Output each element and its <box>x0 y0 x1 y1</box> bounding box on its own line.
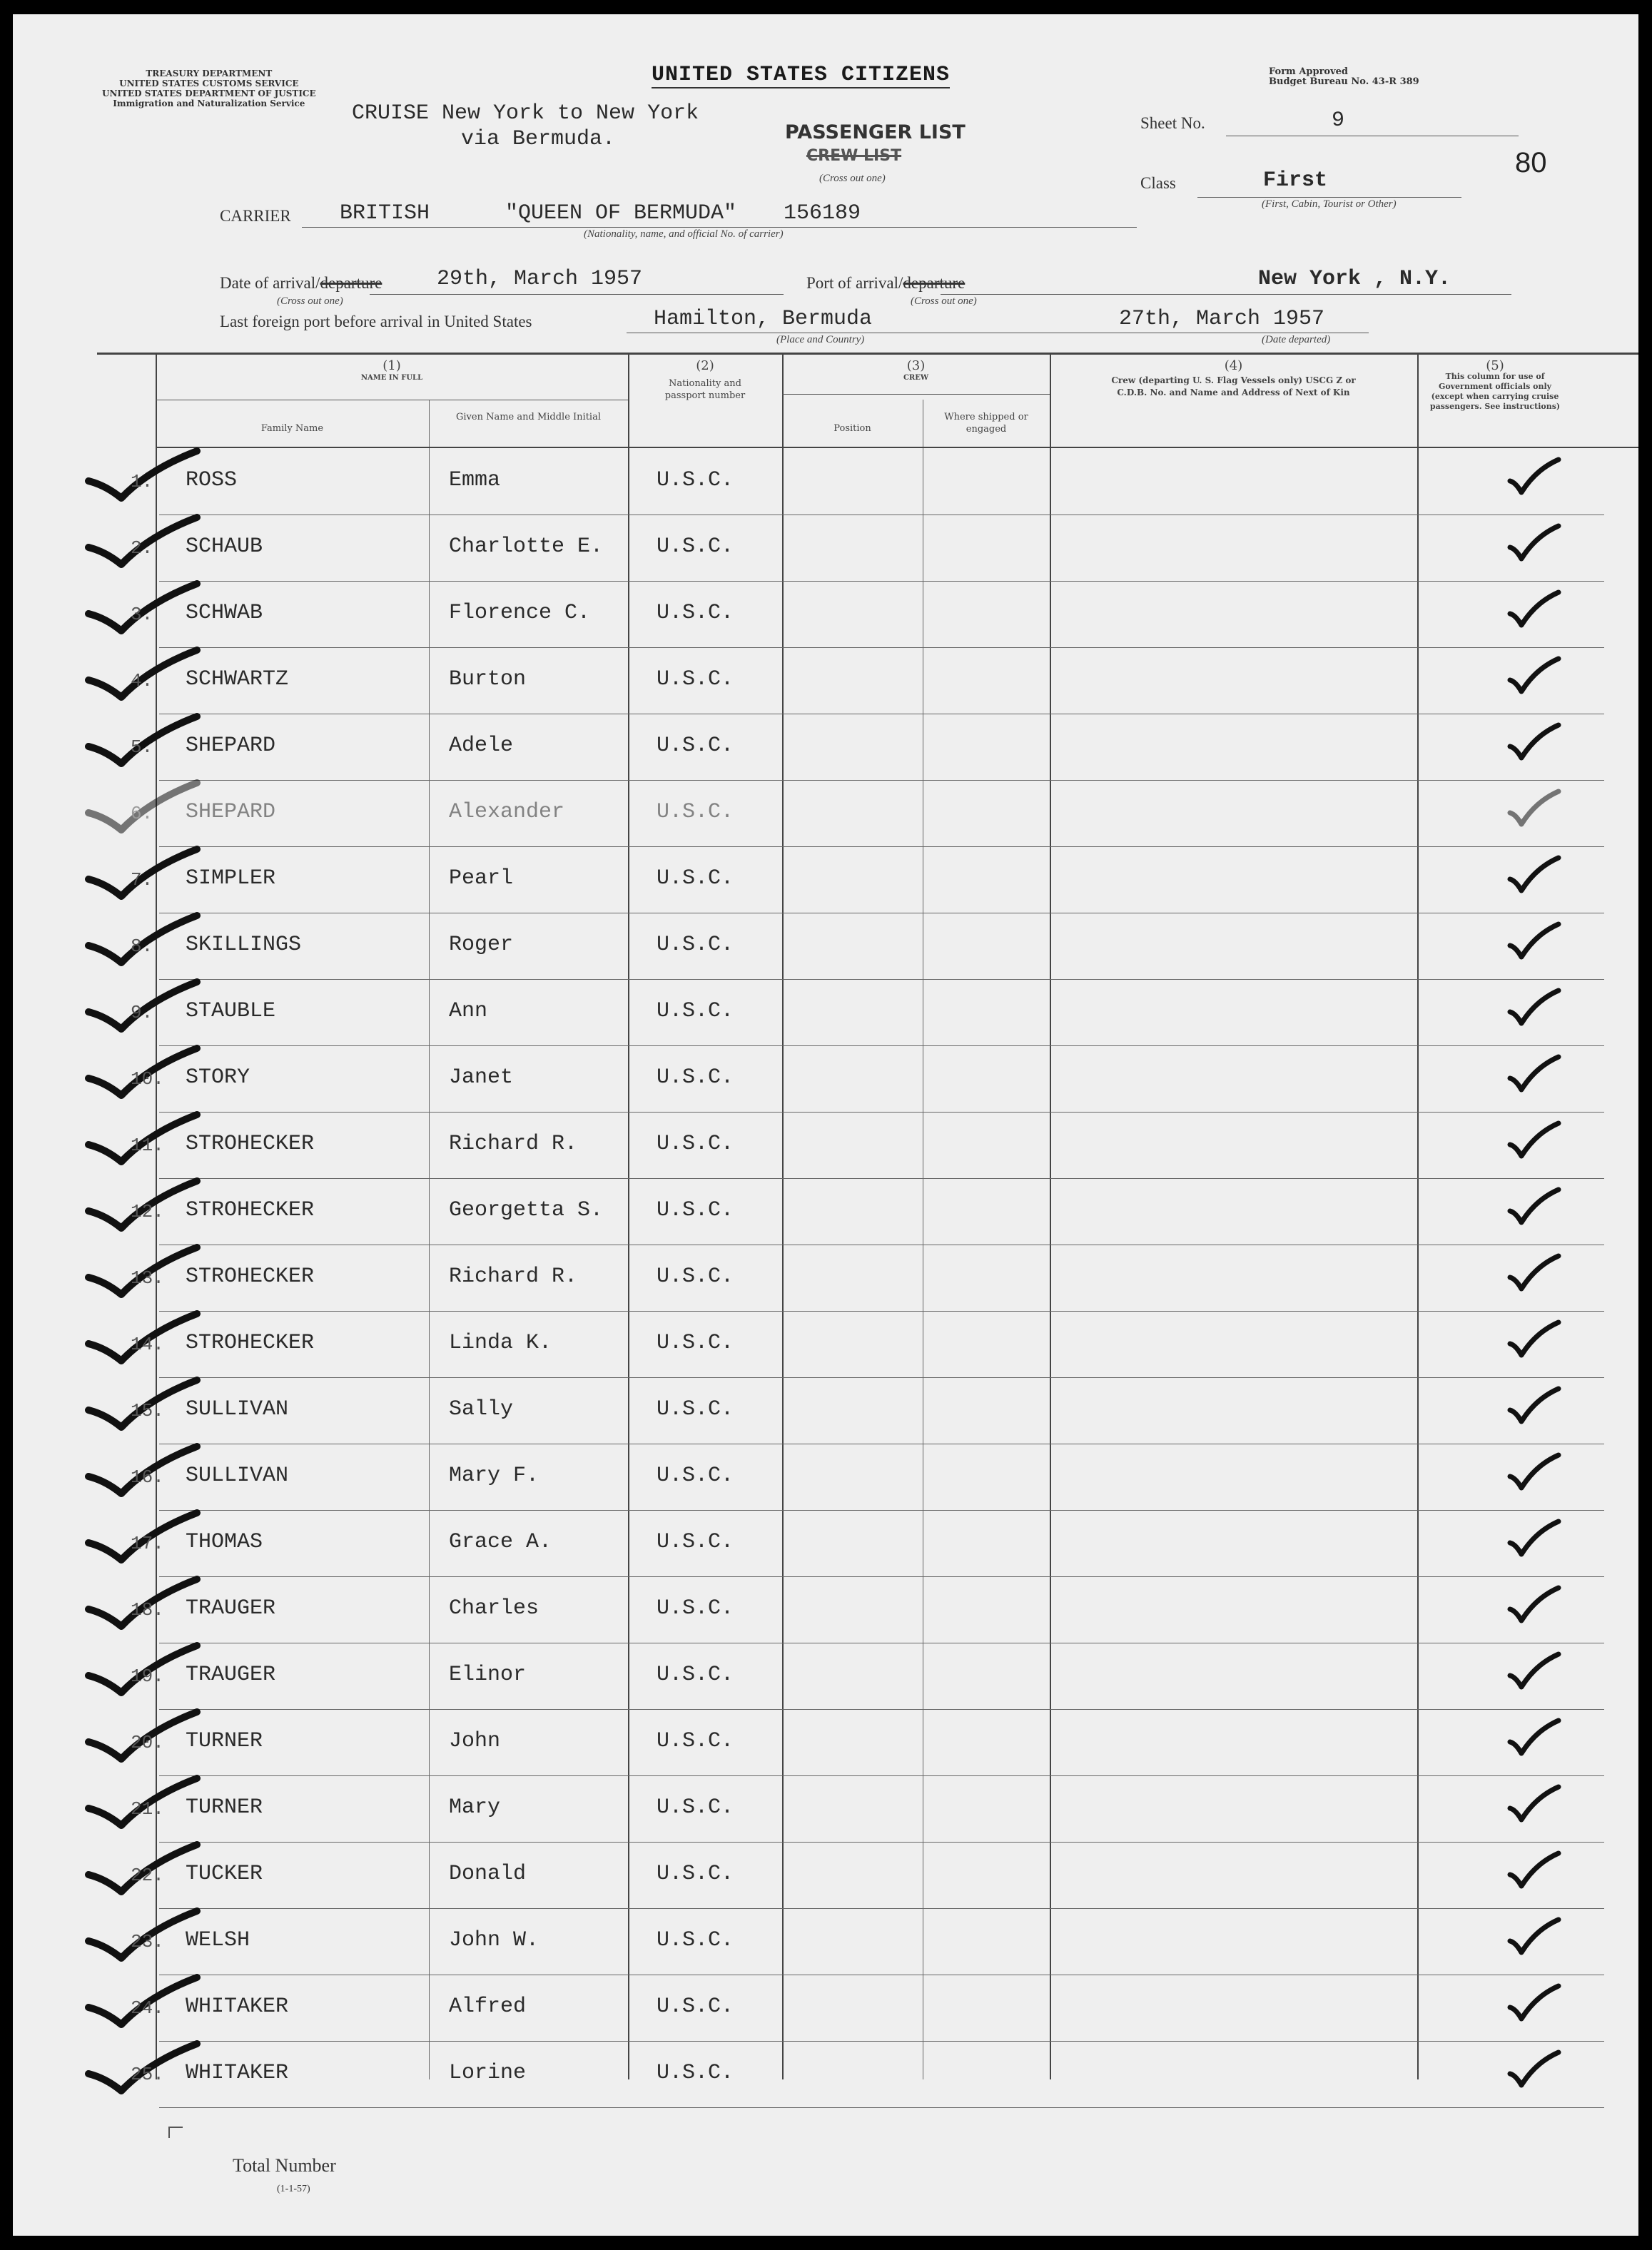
family-name: SHEPARD <box>186 734 276 758</box>
check-mark-icon <box>1506 1187 1563 1230</box>
cruise-route: CRUISE New York to New York <box>352 101 699 126</box>
table-row <box>13 1047 1638 1113</box>
row-number: 9. <box>131 1002 153 1023</box>
check-mark-icon <box>1506 921 1563 964</box>
date-departed: 27th, March 1957 <box>1119 307 1325 331</box>
table-top-line <box>97 353 1638 355</box>
table-row <box>13 2042 1638 2108</box>
family-name: WHITAKER <box>186 2061 289 2085</box>
row-number: 10. <box>131 1068 164 1090</box>
class-value: First <box>1263 168 1328 193</box>
row-rule <box>159 2107 1604 2108</box>
port-underline <box>941 294 1511 295</box>
col4-title: Crew (departing U. S. Flag Vessels only) USCG Z or C.D.B. No. and Name and Address of Next of Kin <box>1111 375 1356 397</box>
check-mark-icon <box>1506 589 1563 632</box>
nationality: U.S.C. <box>657 2061 734 2085</box>
table-row <box>13 1312 1638 1378</box>
nationality: U.S.C. <box>657 468 734 492</box>
port-label <box>806 274 965 293</box>
check-mark-icon <box>1506 523 1563 566</box>
arrival-struck: departure <box>320 274 382 292</box>
check-mark-icon <box>1506 1850 1563 1893</box>
row-rule <box>159 1576 1604 1577</box>
row-rule <box>159 581 1604 582</box>
carrier-name: "QUEEN OF BERMUDA" <box>505 201 737 225</box>
nationality: U.S.C. <box>657 800 734 824</box>
given-name: Sally <box>449 1397 514 1422</box>
check-mark-icon <box>1506 1386 1563 1429</box>
family-name: STORY <box>186 1065 250 1090</box>
cruise-route-line2: via Bermuda. <box>461 127 616 151</box>
given-name: Florence C. <box>449 601 591 625</box>
port-label-text: Port of arrival/ <box>806 274 903 292</box>
given-name: Mary F. <box>449 1464 539 1488</box>
row-number: 21. <box>131 1798 164 1820</box>
header-subline <box>782 394 1050 395</box>
list-type: PASSENGER LIST <box>785 121 966 143</box>
carrier-number: 156189 <box>784 201 861 225</box>
sheet-label: Sheet No. <box>1140 114 1205 132</box>
table-row <box>13 1711 1638 1776</box>
table-row <box>13 848 1638 913</box>
date-departed-hint: (Date departed) <box>1262 334 1331 345</box>
row-number: 19. <box>131 1666 164 1687</box>
nationality: U.S.C. <box>657 1198 734 1222</box>
table-row <box>13 1180 1638 1245</box>
col4-header <box>1050 360 1417 399</box>
row-number: 20. <box>131 1732 164 1753</box>
form-code: (1-1-57) <box>277 2184 310 2194</box>
form-approved <box>1269 67 1419 87</box>
family-name: THOMAS <box>186 1530 263 1554</box>
col3-shipped-text: Where shipped or engaged <box>944 412 1028 435</box>
nationality: U.S.C. <box>657 667 734 691</box>
table-row <box>13 1113 1638 1179</box>
col3-header <box>782 360 1050 384</box>
given-name: Donald <box>449 1862 527 1886</box>
table-row <box>13 914 1638 980</box>
family-name: SHEPARD <box>186 800 276 824</box>
family-name: TURNER <box>186 1729 263 1753</box>
carrier-nationality: BRITISH <box>340 201 430 225</box>
family-name: TURNER <box>186 1795 263 1820</box>
col5-title: This column for use of Government officials only (except when carrying cruise passengers. See instructions) <box>1429 372 1561 411</box>
carrier-label: CARRIER <box>220 207 291 225</box>
port-struck: departure <box>903 274 966 292</box>
col4-number: (4) <box>1224 358 1243 373</box>
last-port-value: Hamilton, Bermuda <box>654 307 873 331</box>
check-mark-icon <box>1506 855 1563 898</box>
cross-out-hint: (Cross out one) <box>819 173 886 184</box>
row-number: 3. <box>131 604 153 625</box>
col5-number: (5) <box>1486 360 1504 373</box>
row-rule <box>159 979 1604 980</box>
table-row <box>13 1578 1638 1643</box>
document-sheet <box>13 14 1638 2236</box>
given-name: Elinor <box>449 1663 527 1687</box>
row-rule <box>159 2041 1604 2042</box>
row-number: 25. <box>131 2064 164 2085</box>
given-name: John W. <box>449 1928 539 1952</box>
check-mark-icon <box>1506 1784 1563 1827</box>
table-row <box>13 715 1638 781</box>
row-rule <box>159 1510 1604 1511</box>
nationality: U.S.C. <box>657 601 734 625</box>
col3-title: CREW <box>903 374 929 382</box>
row-number: 11. <box>131 1135 164 1156</box>
given-name: Richard R. <box>449 1132 578 1156</box>
carrier-hint: (Nationality, name, and official No. of carrier) <box>584 228 784 240</box>
row-rule <box>159 1842 1604 1843</box>
arrival-underline <box>370 294 784 295</box>
given-name: Georgetta S. <box>449 1198 604 1222</box>
family-name: SIMPLER <box>186 866 276 891</box>
check-mark-icon <box>1506 1519 1563 1561</box>
family-name: SULLIVAN <box>186 1397 289 1422</box>
check-mark-icon <box>1506 1718 1563 1760</box>
family-name: ROSS <box>186 468 238 492</box>
nationality: U.S.C. <box>657 933 734 957</box>
place-hint: (Place and Country) <box>776 334 865 345</box>
nationality: U.S.C. <box>657 734 734 758</box>
table-row <box>13 1445 1638 1511</box>
row-rule <box>159 1311 1604 1312</box>
given-name: John <box>449 1729 501 1753</box>
check-mark-icon <box>1506 656 1563 699</box>
col3-number: (3) <box>906 358 926 373</box>
family-name: STROHECKER <box>186 1132 315 1156</box>
row-number: 24. <box>131 1997 164 2019</box>
family-name: STAUBLE <box>186 999 276 1023</box>
family-name: SKILLINGS <box>186 933 302 957</box>
arrival-label-text: Date of arrival/ <box>220 274 320 292</box>
family-name: STROHECKER <box>186 1331 315 1355</box>
given-name: Grace A. <box>449 1530 552 1554</box>
row-rule <box>159 780 1604 781</box>
row-number: 6. <box>131 803 153 824</box>
row-number: 1. <box>131 471 153 492</box>
row-number: 8. <box>131 936 153 957</box>
nationality: U.S.C. <box>657 1397 734 1422</box>
total-number-label: Total Number <box>233 2155 336 2176</box>
given-name: Adele <box>449 734 514 758</box>
row-number: 5. <box>131 736 153 758</box>
check-mark-icon <box>1506 988 1563 1030</box>
nationality: U.S.C. <box>657 1265 734 1289</box>
check-mark-icon <box>1506 1054 1563 1097</box>
family-name: STROHECKER <box>186 1265 315 1289</box>
given-name: Alexander <box>449 800 565 824</box>
check-mark-icon <box>1506 1253 1563 1296</box>
col1-given-header <box>429 411 628 423</box>
check-mark-icon <box>1506 1651 1563 1694</box>
sheet-number: 9 <box>1332 108 1345 133</box>
given-name: Charlotte E. <box>449 534 604 559</box>
table-row <box>13 1777 1638 1843</box>
budget-bureau-text: Budget Bureau No. 43-R 389 <box>1269 76 1419 87</box>
family-name: TRAUGER <box>186 1596 276 1621</box>
row-rule <box>159 1775 1604 1776</box>
family-name: SULLIVAN <box>186 1464 289 1488</box>
nationality: U.S.C. <box>657 1862 734 1886</box>
family-name: WHITAKER <box>186 1995 289 2019</box>
given-name: Lorine <box>449 2061 527 2085</box>
row-number: 14. <box>131 1334 164 1355</box>
port-cross-hint: (Cross out one) <box>911 295 977 307</box>
table-row <box>13 1511 1638 1577</box>
given-name: Roger <box>449 933 514 957</box>
dept-line: UNITED STATES DEPARTMENT OF JUSTICE <box>102 88 316 98</box>
row-rule <box>159 1377 1604 1378</box>
table-row <box>13 1910 1638 1975</box>
check-mark-icon <box>1506 1319 1563 1362</box>
table-row <box>13 781 1638 847</box>
check-mark-icon <box>1506 457 1563 500</box>
arrival-date: 29th, March 1957 <box>437 267 643 291</box>
table-row <box>13 582 1638 648</box>
row-rule <box>159 846 1604 847</box>
col2-title: Nationality and passport number <box>664 378 746 401</box>
row-number: 4. <box>131 670 153 691</box>
col5-header <box>1417 360 1573 412</box>
col1-family-header: Family Name <box>260 423 324 434</box>
nationality: U.S.C. <box>657 1530 734 1554</box>
row-rule <box>159 1908 1604 1909</box>
given-name: Janet <box>449 1065 514 1090</box>
header-bottom-line <box>156 447 1638 448</box>
table-row <box>13 1976 1638 2042</box>
nationality: U.S.C. <box>657 1729 734 1753</box>
page-count: 80 <box>1515 147 1547 178</box>
row-number: 22. <box>131 1865 164 1886</box>
row-number: 18. <box>131 1599 164 1621</box>
given-name: Ann <box>449 999 488 1023</box>
family-name: STROHECKER <box>186 1198 315 1222</box>
given-name: Alfred <box>449 1995 527 2019</box>
check-mark-icon <box>1506 2049 1563 2092</box>
nationality: U.S.C. <box>657 999 734 1023</box>
col1-number: (1) <box>382 358 401 373</box>
nationality: U.S.C. <box>657 534 734 559</box>
given-name: Charles <box>449 1596 539 1621</box>
row-rule <box>159 647 1604 648</box>
dept-line: UNITED STATES CUSTOMS SERVICE <box>119 78 299 88</box>
table-row <box>13 450 1638 515</box>
col1-title: NAME IN FULL <box>360 374 423 382</box>
class-label: Class <box>1140 174 1176 192</box>
port-value: New York , N.Y. <box>1258 267 1451 291</box>
row-number: 12. <box>131 1201 164 1222</box>
nationality: U.S.C. <box>657 866 734 891</box>
row-number: 16. <box>131 1466 164 1488</box>
nationality: U.S.C. <box>657 1928 734 1952</box>
family-name: WELSH <box>186 1928 250 1952</box>
nationality: U.S.C. <box>657 1065 734 1090</box>
nationality: U.S.C. <box>657 1464 734 1488</box>
table-row <box>13 1246 1638 1312</box>
check-mark-icon <box>1506 1983 1563 2026</box>
row-number: 23. <box>131 1931 164 1952</box>
given-name: Richard R. <box>449 1265 578 1289</box>
crew-list-struck: CREW LIST <box>806 147 902 165</box>
given-name: Burton <box>449 667 527 691</box>
row-number: 7. <box>131 869 153 891</box>
class-hint: (First, Cabin, Tourist or Other) <box>1262 198 1397 210</box>
nationality: U.S.C. <box>657 1995 734 2019</box>
nationality: U.S.C. <box>657 1132 734 1156</box>
col1-given-text: Given Name and Middle Initial <box>456 412 601 422</box>
family-name: TUCKER <box>186 1862 263 1886</box>
col2-header <box>628 360 782 402</box>
table-row <box>13 1379 1638 1444</box>
check-mark-icon <box>1506 722 1563 765</box>
col3-shipped-header <box>923 411 1050 435</box>
given-name: Mary <box>449 1795 501 1820</box>
given-name: Emma <box>449 468 501 492</box>
row-rule <box>159 1112 1604 1113</box>
arrival-label <box>220 274 382 293</box>
table-row <box>13 1843 1638 1909</box>
nationality: U.S.C. <box>657 1596 734 1621</box>
check-mark-icon <box>1506 1585 1563 1628</box>
row-rule <box>159 1709 1604 1710</box>
table-row <box>13 516 1638 582</box>
carrier-underline <box>302 227 1137 228</box>
table-row <box>13 649 1638 714</box>
last-port-label: Last foreign port before arrival in United States <box>220 313 532 330</box>
check-mark-icon <box>1506 789 1563 831</box>
department-block <box>102 69 316 108</box>
table-row <box>13 1644 1638 1710</box>
row-rule <box>159 1178 1604 1179</box>
check-mark-icon <box>1506 1917 1563 1960</box>
col1-header <box>156 360 628 384</box>
given-name: Pearl <box>449 866 514 891</box>
arrival-cross-hint: (Cross out one) <box>277 295 343 307</box>
check-mark-icon <box>1506 1120 1563 1163</box>
row-number: 17. <box>131 1533 164 1554</box>
table-row <box>13 980 1638 1046</box>
row-number: 13. <box>131 1267 164 1289</box>
dept-line: TREASURY DEPARTMENT <box>146 69 273 78</box>
nationality: U.S.C. <box>657 1663 734 1687</box>
col2-number: (2) <box>696 358 714 373</box>
class-underline <box>1197 197 1461 198</box>
footer-mark <box>168 2127 183 2138</box>
dept-line: Immigration and Naturalization Service <box>113 98 305 108</box>
row-number: 2. <box>131 537 153 559</box>
form-approved-text: Form Approved <box>1269 66 1349 77</box>
family-name: SCHWAB <box>186 601 263 625</box>
given-name: Linda K. <box>449 1331 552 1355</box>
nationality: U.S.C. <box>657 1795 734 1820</box>
family-name: TRAUGER <box>186 1663 276 1687</box>
check-mark-icon <box>1506 1452 1563 1495</box>
nationality: U.S.C. <box>657 1331 734 1355</box>
family-name: SCHAUB <box>186 534 263 559</box>
row-rule <box>159 1045 1604 1046</box>
document-title: UNITED STATES CITIZENS <box>652 63 951 87</box>
row-number: 15. <box>131 1400 164 1422</box>
family-name: SCHWARTZ <box>186 667 289 691</box>
col3-position-header: Position <box>833 423 871 434</box>
